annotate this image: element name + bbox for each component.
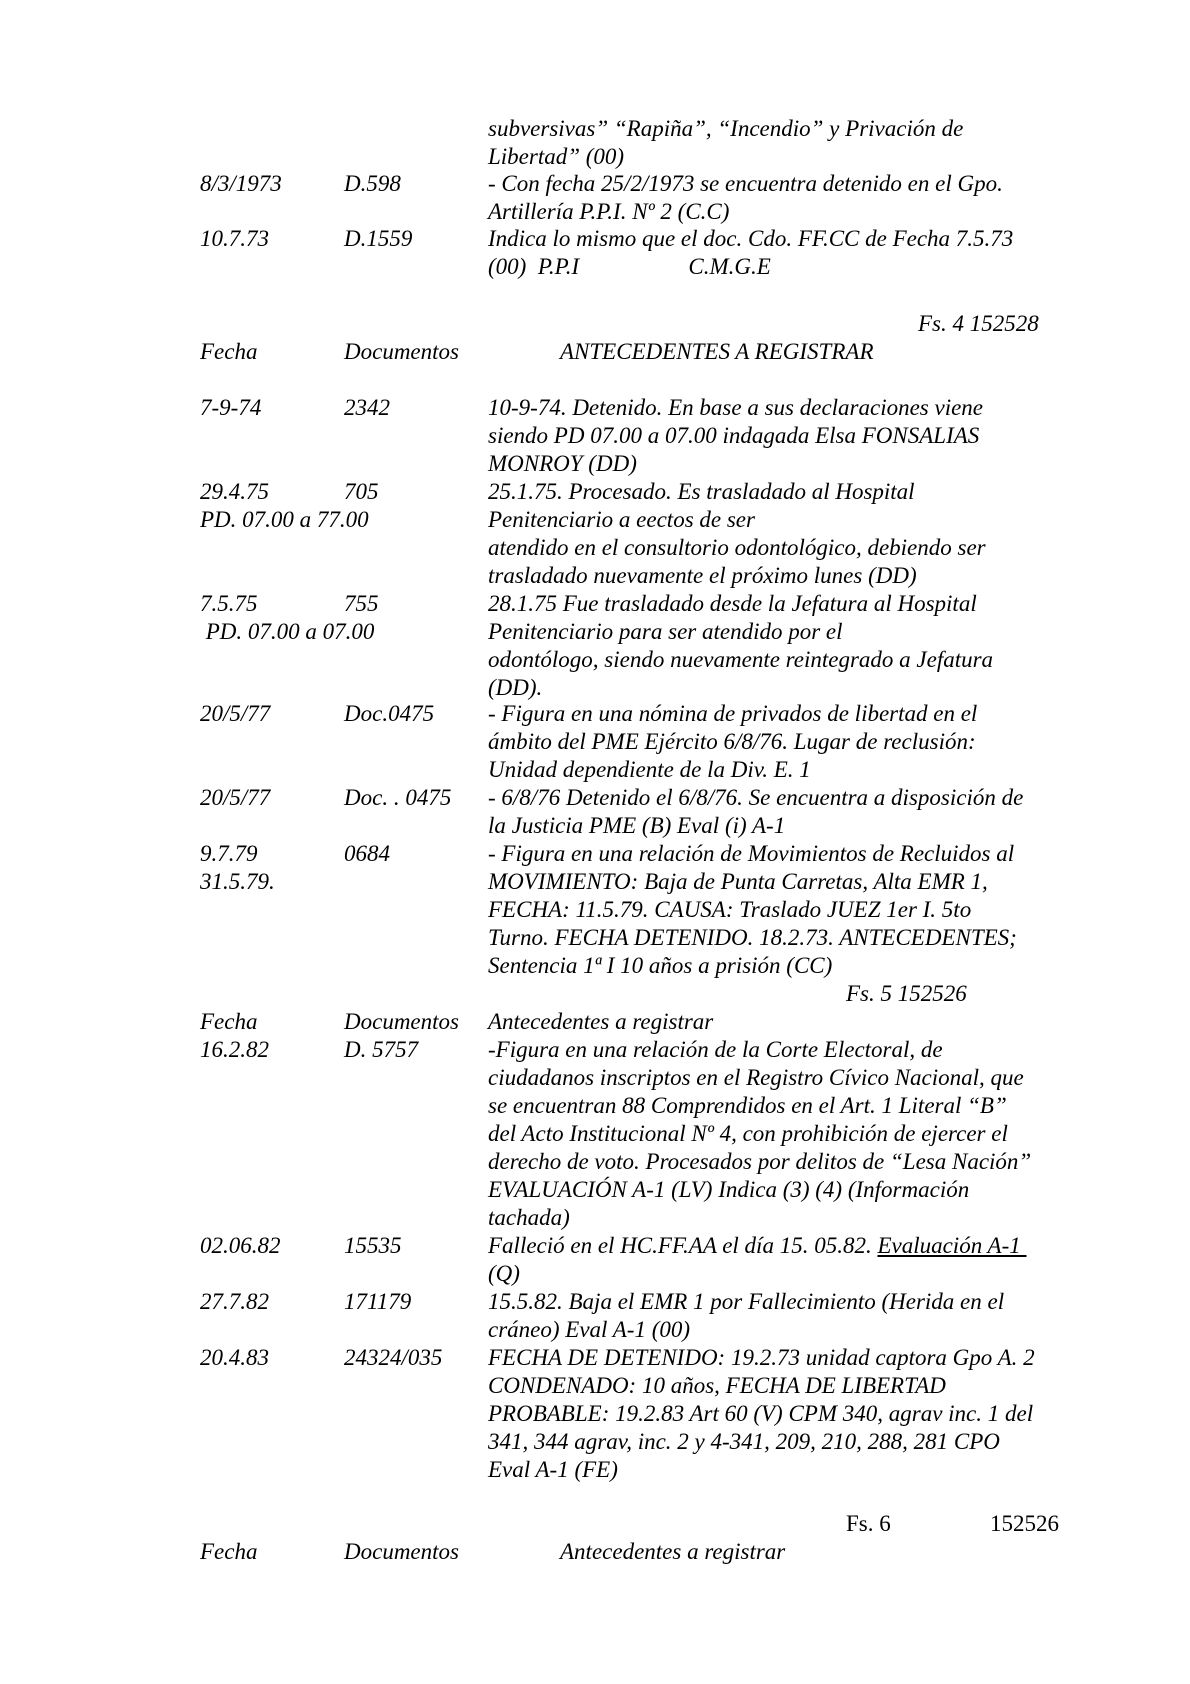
text-line: PROBABLE: 19.2.83 Art 60 (V) CPM 340, agrav inc. 1 del <box>488 1401 1034 1426</box>
header-documentos: Documentos <box>344 339 459 364</box>
text-line: Penitenciario a eectos de ser <box>488 507 755 532</box>
text-line: 25.1.75. Procesado. Es trasladado al Hospital <box>488 479 915 504</box>
record-doc: D.598 <box>344 171 401 196</box>
header-fecha: Fecha <box>200 1009 258 1034</box>
text-line: - Figura en una relación de Movimientos de Recluidos al <box>488 841 1015 866</box>
text-line: ámbito del PME Ejército 6/8/76. Lugar de reclusión: <box>488 729 976 754</box>
text-line: -Figura en una relación de la Corte Electoral, de <box>488 1037 943 1062</box>
record-doc: 2342 <box>344 395 390 420</box>
record-date: 10.7.73 <box>200 226 269 251</box>
text-line: CONDENADO: 10 años, FECHA DE LIBERTAD <box>488 1373 946 1398</box>
text-line: Eval A-1 (FE) <box>488 1457 618 1482</box>
record-date: 9.7.79 <box>200 841 258 866</box>
text-line: EVALUACIÓN A-1 (LV) Indica (3) (4) (Información <box>488 1177 970 1202</box>
text-line: tachada) <box>488 1205 570 1230</box>
record-doc: Doc. . 0475 <box>344 785 452 810</box>
record-date: 20.4.83 <box>200 1345 269 1370</box>
text-line: ciudadanos inscriptos en el Registro Cívico Nacional, que <box>488 1065 1024 1090</box>
text-line: (DD). <box>488 675 543 700</box>
text-line: subversivas” “Rapiña”, “Incendio” y Privación de <box>488 116 964 141</box>
record-doc: Doc.0475 <box>344 701 435 726</box>
text-line: - 6/8/76 Detenido el 6/8/76. Se encuentra a disposición de <box>488 785 1024 810</box>
header-antecedentes: Antecedentes a registrar <box>560 1539 786 1564</box>
header-documentos: Documentos <box>344 1539 459 1564</box>
header-documentos: Documentos <box>344 1009 459 1034</box>
record-date: 8/3/1973 <box>200 171 282 196</box>
record-date: 29.4.75 <box>200 479 269 504</box>
text-line: del Acto Institucional Nº 4, con prohibición de ejercer el <box>488 1121 1008 1146</box>
text-line: Libertad” (00) <box>488 144 625 169</box>
record-date: 31.5.79. <box>200 869 275 894</box>
text-line: 15.5.82. Baja el EMR 1 por Fallecimiento (Herida en el <box>488 1289 1005 1314</box>
folio-number: 152526 <box>990 1511 1059 1536</box>
text-line: (Q) <box>488 1261 520 1286</box>
text-line: Artillería P.P.I. Nº 2 (C.C) <box>488 199 730 224</box>
text-line: siendo PD 07.00 a 07.00 indagada Elsa FONSALIAS <box>488 423 980 448</box>
text-line: cráneo) Eval A-1 (00) <box>488 1317 691 1342</box>
text-line: se encuentran 88 Comprendidos en el Art. 1 Literal “B” <box>488 1093 1007 1118</box>
evaluation-underlined: Evaluación A-1 <box>877 1233 1027 1258</box>
record-date: 20/5/77 <box>200 785 271 810</box>
record-date: 7-9-74 <box>200 395 262 420</box>
record-doc: 15535 <box>344 1233 402 1258</box>
text-line: MOVIMIENTO: Baja de Punta Carretas, Alta EMR 1, <box>488 869 988 894</box>
text-line: Turno. FECHA DETENIDO. 18.2.73. ANTECEDENTES; <box>488 925 1017 950</box>
record-date: 16.2.82 <box>200 1037 269 1062</box>
text-line: (00) P.P.I C.M.G.E <box>488 254 771 279</box>
record-date: 7.5.75 <box>200 591 258 616</box>
record-doc: 171179 <box>344 1289 412 1314</box>
record-doc: D. 5757 <box>344 1037 419 1062</box>
record-date: PD. 07.00 a 07.00 <box>200 619 375 644</box>
folio-label: Fs. 6 <box>846 1511 891 1536</box>
record-doc: D.1559 <box>344 226 413 251</box>
text-line: Sentencia 1ª I 10 años a prisión (CC) <box>488 953 833 978</box>
text-line: atendido en el consultorio odontológico, debiendo ser <box>488 535 986 560</box>
header-antecedentes: ANTECEDENTES A REGISTRAR <box>560 339 874 364</box>
text-line: - Con fecha 25/2/1973 se encuentra detenido en el Gpo. <box>488 171 1003 196</box>
folio-number: Fs. 5 152526 <box>846 981 967 1006</box>
header-fecha: Fecha <box>200 1539 258 1564</box>
folio-number: Fs. 4 152528 <box>918 311 1039 336</box>
text-line: Falleció en el HC.FF.AA el día 15. 05.82. <box>488 1233 878 1258</box>
text-line: Unidad dependiente de la Div. E. 1 <box>488 757 811 782</box>
record-doc: 705 <box>344 479 379 504</box>
text-line: - Figura en una nómina de privados de libertad en el <box>488 701 978 726</box>
record-doc: 755 <box>344 591 379 616</box>
record-doc: 24324/035 <box>344 1345 443 1370</box>
record-doc: 0684 <box>344 841 390 866</box>
text-line: odontólogo, siendo nuevamente reintegrado a Jefatura <box>488 647 994 672</box>
text-line: 10-9-74. Detenido. En base a sus declaraciones viene <box>488 395 984 420</box>
text-line: Indica lo mismo que el doc. Cdo. FF.CC de Fecha 7.5.73 <box>488 226 1014 251</box>
text-line: 341, 344 agrav, inc. 2 y 4-341, 209, 210, 288, 281 CPO <box>488 1429 1000 1454</box>
text-line: la Justicia PME (B) Eval (i) A-1 <box>488 813 786 838</box>
text-line: FECHA DE DETENIDO: 19.2.73 unidad captora Gpo A. 2 <box>488 1345 1035 1370</box>
text-line: MONROY (DD) <box>488 451 637 476</box>
text-line: FECHA: 11.5.79. CAUSA: Traslado JUEZ 1er I. 5to <box>488 897 972 922</box>
header-antecedentes: Antecedentes a registrar <box>488 1009 714 1034</box>
text-line: Penitenciario para ser atendido por el <box>488 619 843 644</box>
record-date: 20/5/77 <box>200 701 271 726</box>
header-fecha: Fecha <box>200 339 258 364</box>
text-line: 28.1.75 Fue trasladado desde la Jefatura al Hospital <box>488 591 977 616</box>
text-line: derecho de voto. Procesados por delitos de “Lesa Nación” <box>488 1149 1032 1174</box>
record-date: PD. 07.00 a 77.00 <box>200 507 369 532</box>
record-date: 27.7.82 <box>200 1289 269 1314</box>
text-line: trasladado nuevamente el próximo lunes (DD) <box>488 563 917 588</box>
record-date: 02.06.82 <box>200 1233 281 1258</box>
